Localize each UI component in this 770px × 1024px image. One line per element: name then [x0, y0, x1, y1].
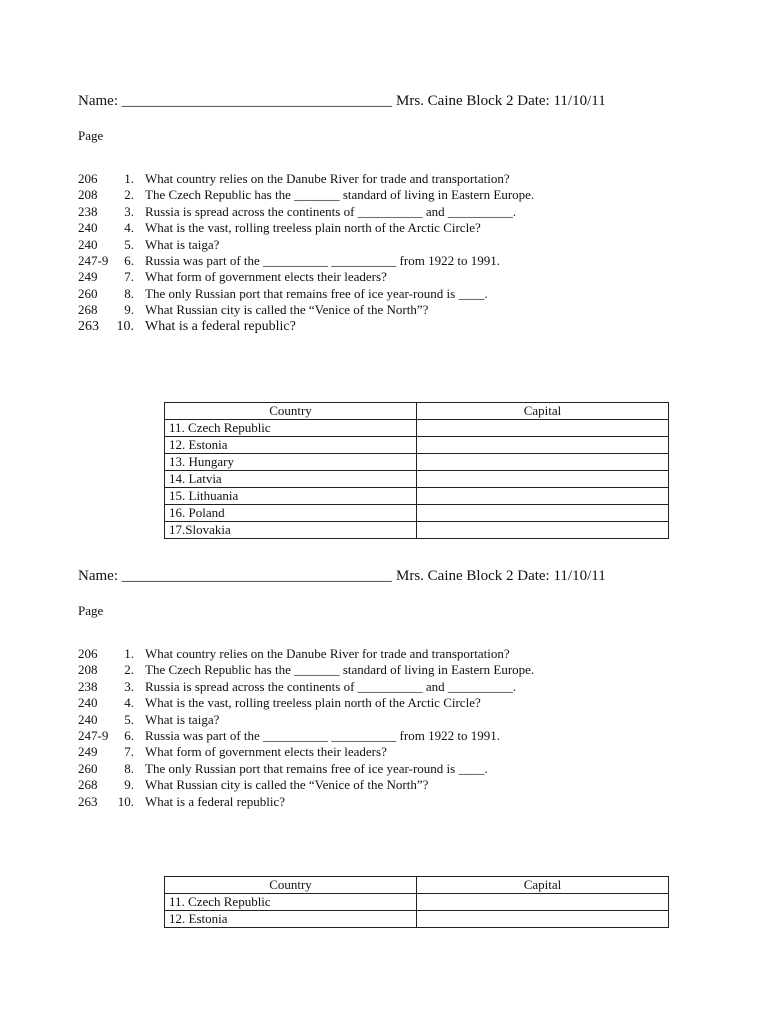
page-ref: 260 — [78, 285, 98, 301]
question-text: The Czech Republic has the _______ standard of living in Eastern Europe. — [145, 187, 535, 203]
country-capital-table — [164, 402, 669, 539]
country-header: Country — [165, 403, 417, 420]
country-name: 13. Hungary — [165, 454, 417, 471]
table-header-row — [165, 403, 669, 420]
table-row — [165, 488, 669, 505]
capital-blank[interactable] — [417, 522, 669, 539]
page-ref: 249 — [78, 744, 98, 760]
table-row — [165, 471, 669, 488]
question-number: 6. — [124, 727, 134, 743]
name-line: Name: ____________________________________ — [78, 568, 392, 584]
country-name: 12. Estonia — [165, 437, 417, 454]
page-column-label: Page — [78, 128, 104, 143]
question-number: 3. — [124, 203, 134, 219]
country-name: 17.Slovakia — [165, 522, 417, 539]
question-number: 1. — [124, 646, 134, 661]
question-number: 5. — [124, 236, 134, 252]
question-text: Russia is spread across the continents of __________ and __________. — [145, 678, 517, 694]
page-ref: 249 — [78, 269, 98, 285]
table-row — [165, 522, 669, 539]
question-number: 4. — [124, 695, 134, 711]
worksheet-header — [78, 93, 606, 110]
question-text: Russia was part of the __________ __________ from 1922 to 1991. — [145, 252, 500, 268]
page-ref: 260 — [78, 760, 98, 776]
capital-blank[interactable] — [417, 911, 669, 928]
question-item — [78, 286, 698, 302]
question-number: 2. — [124, 662, 134, 678]
page-ref: 247-9 — [78, 252, 109, 268]
page-ref: 206 — [78, 171, 98, 186]
question-text: What form of government elects their leaders? — [145, 744, 387, 760]
question-number: 8. — [124, 760, 134, 776]
page-ref: 206 — [78, 646, 98, 661]
question-number: 7. — [124, 744, 134, 760]
question-item — [78, 712, 698, 728]
page-ref: 240 — [78, 220, 98, 236]
question-text: Russia is spread across the continents of __________ and __________. — [145, 203, 517, 219]
question-number: 6. — [124, 252, 134, 268]
teacher-info: Mrs. Caine Block 2 Date: 11/10/11 — [396, 568, 606, 584]
question-text: What is the vast, rolling treeless plain north of the Arctic Circle? — [145, 220, 481, 236]
capital-blank[interactable] — [417, 894, 669, 911]
question-number: 1. — [124, 171, 134, 186]
capital-blank[interactable] — [417, 420, 669, 437]
table-row — [165, 505, 669, 522]
question-text: What is a federal republic? — [145, 793, 286, 809]
page-ref: 268 — [78, 302, 98, 318]
question-item — [78, 646, 698, 662]
question-text: What Russian city is called the “Venice of the North”? — [145, 777, 429, 793]
question-item — [78, 253, 698, 269]
question-text: What is the vast, rolling treeless plain north of the Arctic Circle? — [145, 695, 481, 711]
question-item — [78, 744, 698, 760]
page-ref: 208 — [78, 662, 98, 678]
page-ref: 240 — [78, 236, 98, 252]
page-column-label: Page — [78, 603, 104, 618]
question-list — [78, 171, 698, 335]
country-capital-table — [164, 876, 669, 928]
table-row — [165, 420, 669, 437]
question-text: The Czech Republic has the _______ standard of living in Eastern Europe. — [145, 662, 535, 678]
question-item — [78, 204, 698, 220]
question-item — [78, 679, 698, 695]
question-text: The only Russian port that remains free of ice year-round is ____. — [145, 285, 488, 301]
question-text: What form of government elects their leaders? — [145, 269, 387, 285]
capital-blank[interactable] — [417, 471, 669, 488]
question-text: What is a federal republic? — [145, 318, 296, 334]
page-ref: 240 — [78, 695, 98, 711]
page-ref: 238 — [78, 203, 98, 219]
question-text: The only Russian port that remains free of ice year-round is ____. — [145, 760, 488, 776]
country-name: 14. Latvia — [165, 471, 417, 488]
teacher-info: Mrs. Caine Block 2 Date: 11/10/11 — [396, 93, 606, 109]
capital-blank[interactable] — [417, 437, 669, 454]
table-row — [165, 437, 669, 454]
country-name: 16. Poland — [165, 505, 417, 522]
page-ref: 263 — [78, 793, 98, 809]
question-item — [78, 237, 698, 253]
capital-header: Capital — [417, 877, 669, 894]
page-ref: 247-9 — [78, 727, 109, 743]
question-number: 8. — [124, 285, 134, 301]
name-line: Name: ____________________________________ — [78, 93, 392, 109]
country-name: 12. Estonia — [165, 911, 417, 928]
question-number: 9. — [124, 302, 134, 318]
capital-header: Capital — [417, 403, 669, 420]
worksheet-header — [78, 568, 606, 585]
question-text: What is taiga? — [145, 711, 220, 727]
question-text: Russia was part of the __________ __________ from 1922 to 1991. — [145, 727, 500, 743]
page-ref: 208 — [78, 187, 98, 203]
question-item — [78, 662, 698, 678]
question-number: 7. — [124, 269, 134, 285]
page-ref: 238 — [78, 678, 98, 694]
page-ref: 263 — [78, 318, 99, 334]
question-number: 10. — [116, 318, 134, 334]
table-row — [165, 911, 669, 928]
question-number: 5. — [124, 711, 134, 727]
question-text: What country relies on the Danube River for trade and transportation? — [145, 171, 510, 186]
question-text: What country relies on the Danube River for trade and transportation? — [145, 646, 510, 661]
page-ref: 268 — [78, 777, 98, 793]
question-text: What is taiga? — [145, 236, 220, 252]
page-ref: 240 — [78, 711, 98, 727]
question-number: 3. — [124, 678, 134, 694]
question-item — [78, 269, 698, 285]
country-name: 11. Czech Republic — [165, 894, 417, 911]
capital-blank[interactable] — [417, 505, 669, 522]
question-number: 4. — [124, 220, 134, 236]
question-number: 2. — [124, 187, 134, 203]
question-number: 9. — [124, 777, 134, 793]
capital-blank[interactable] — [417, 488, 669, 505]
question-item — [78, 171, 698, 187]
question-item — [78, 794, 698, 810]
question-item — [78, 777, 698, 793]
table-header-row — [165, 877, 669, 894]
question-text: What Russian city is called the “Venice of the North”? — [145, 302, 429, 318]
question-number: 10. — [117, 793, 134, 809]
question-item — [78, 728, 698, 744]
question-item — [78, 319, 698, 335]
country-name: 15. Lithuania — [165, 488, 417, 505]
table-row — [165, 454, 669, 471]
country-name: 11. Czech Republic — [165, 420, 417, 437]
question-item — [78, 761, 698, 777]
question-item — [78, 302, 698, 318]
question-item — [78, 187, 698, 203]
capital-blank[interactable] — [417, 454, 669, 471]
question-item — [78, 695, 698, 711]
question-list — [78, 646, 698, 810]
question-item — [78, 220, 698, 236]
table-row — [165, 894, 669, 911]
country-header: Country — [165, 877, 417, 894]
